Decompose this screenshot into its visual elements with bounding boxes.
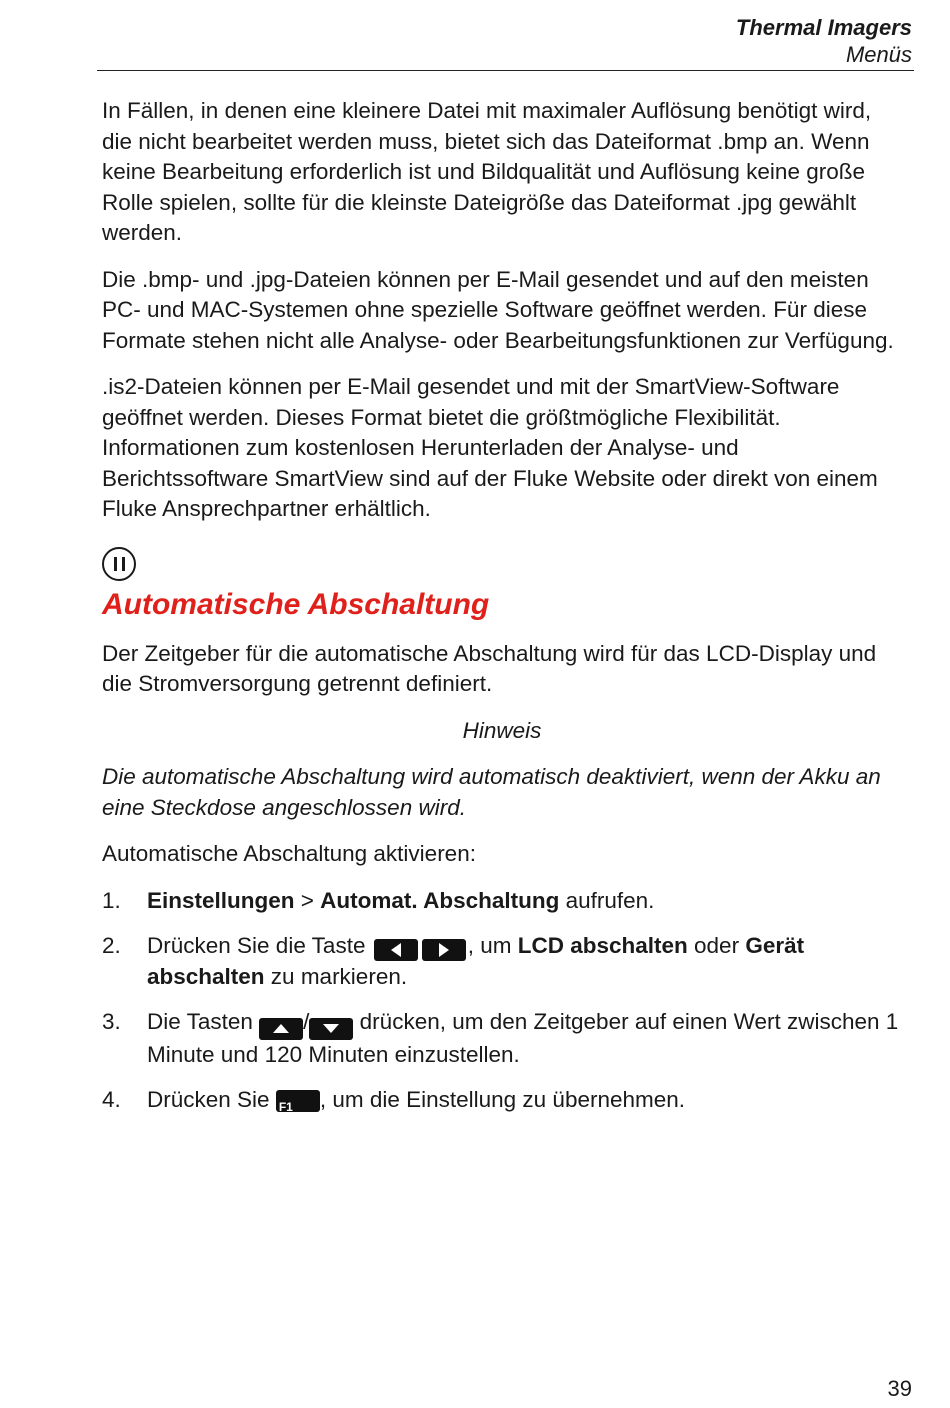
- note-text: Die automatische Abschaltung wird automatisch deaktiviert, wenn der Akku an eine Steckdose angeschlossen wird.: [102, 764, 881, 820]
- paragraph: .is2-Dateien können per E-Mail gesendet und mit der SmartView-Software geöffnet werden. Dieses Format bietet die größtmögliche Flexibilität. Informationen zum kostenlosen Herunterladen der Analyse- und Berichtssoftware SmartView sind auf der Fluke Website oder direkt von einem Fluke Ansprechpartner erhältlich.: [102, 374, 878, 521]
- page-number: 39: [887, 1376, 912, 1401]
- list-item: [102, 931, 902, 992]
- note-heading: Hinweis: [462, 717, 542, 743]
- page-header: [736, 14, 912, 68]
- step-number: 2.: [102, 933, 121, 958]
- list-item: [102, 1085, 902, 1116]
- step-number: 1.: [102, 887, 121, 913]
- f1-key-icon: F1: [276, 1090, 320, 1112]
- step-number: 3.: [102, 1009, 121, 1034]
- list-item: [102, 1007, 902, 1070]
- step-number: 4.: [102, 1087, 121, 1112]
- step-text: Drücken Sie die Taste , um LCD abschalten oder Gerät abschalten zu markieren.: [147, 933, 805, 989]
- steps-intro: Automatische Abschaltung aktivieren:: [102, 841, 476, 866]
- paragraph: Die .bmp- und .jpg-Dateien können per E-Mail gesendet und auf den meisten PC- und MAC-Systemen ohne spezielle Software geöffnet werden. Für diese Formate stehen nicht alle Analyse- oder Bearbeitungsfunktionen zur Verfügung.: [102, 266, 894, 353]
- left-right-key-icon: [372, 939, 468, 961]
- header-rule: [97, 70, 914, 71]
- list-item: [102, 886, 902, 917]
- step-text: Einstellungen > Automat. Abschaltung aufrufen.: [147, 887, 655, 913]
- steps-list: [102, 886, 902, 1116]
- header-subtitle: Menüs: [845, 42, 912, 67]
- down-key-icon: [309, 1018, 353, 1040]
- step-text: Die Tasten / drücken, um den Zeitgeber auf einen Wert zwischen 1 Minute und 120 Minuten einzustellen.: [147, 1009, 899, 1067]
- step-text: Drücken Sie F1 , um die Einstellung zu übernehmen.: [147, 1087, 686, 1114]
- header-title: Thermal Imagers: [735, 15, 912, 40]
- page-content: [102, 96, 902, 1131]
- paragraph: In Fällen, in denen eine kleinere Datei mit maximaler Auflösung benötigt wird, die nicht bearbeitet werden muss, bietet sich das Dateiformat .bmp an. Wenn keine Bearbeitung erforderlich ist und Bildqualität und Auflösung keine große Rolle spielen, sollte für die kleinste Dateigröße das Dateiformat .jpg gewählt werden.: [102, 98, 872, 245]
- section-title: Automatische Abschaltung: [102, 587, 490, 621]
- up-key-icon: [259, 1018, 303, 1040]
- section-intro: Der Zeitgeber für die automatische Abschaltung wird für das LCD-Display und die Stromversorgung getrennt definiert.: [102, 640, 877, 696]
- pause-icon: [102, 547, 136, 581]
